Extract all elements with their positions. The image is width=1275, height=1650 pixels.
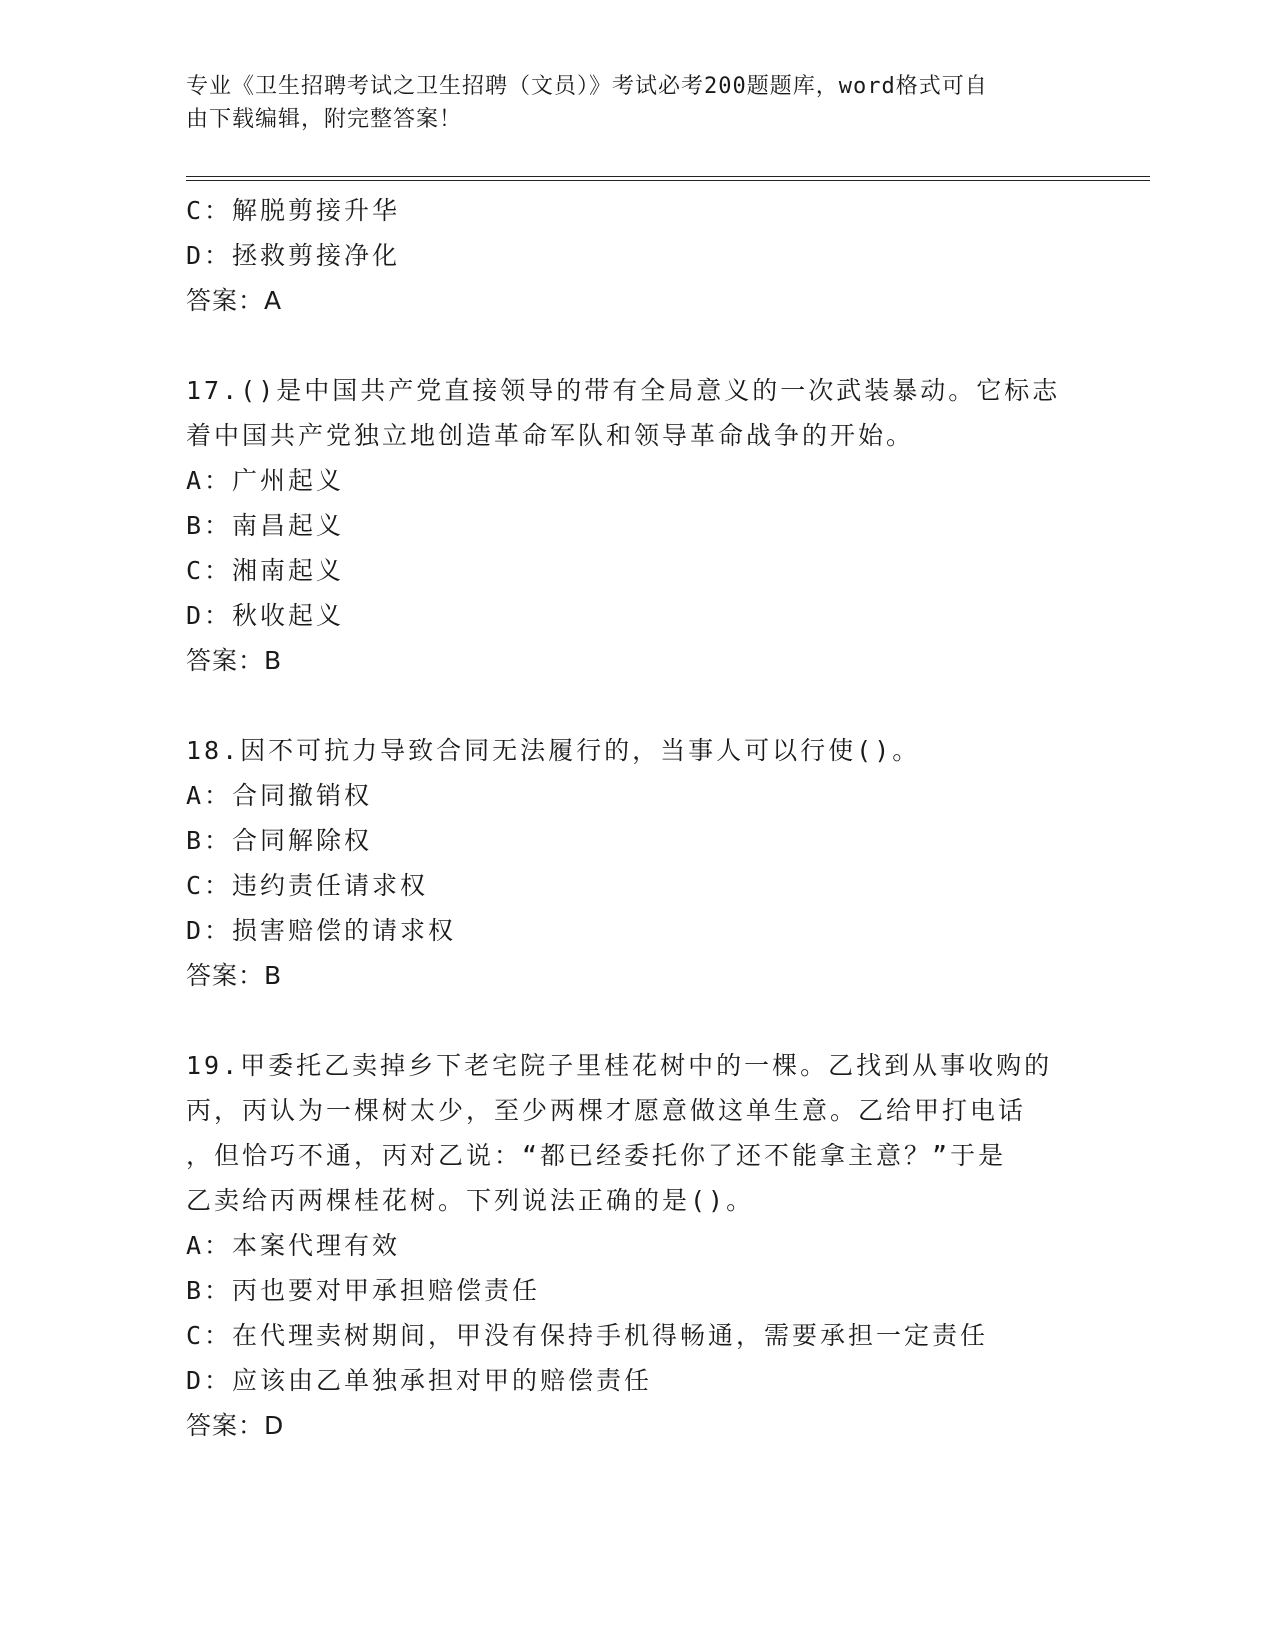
answer-line: 答案：B [186,646,283,675]
question-stem-line: 丙，丙认为一棵树太少，至少两棵才愿意做这单生意。乙给甲打电话 [186,1096,1027,1125]
option-a: A：本案代理有效 [186,1231,401,1260]
question-stem-line: 乙卖给丙两棵桂花树。下列说法正确的是()。 [186,1186,755,1215]
answer-line: 答案：B [186,961,283,990]
question-17 [186,368,1086,683]
option-c: C：在代理卖树期间，甲没有保持手机得畅通，需要承担一定责任 [186,1321,989,1350]
option-b: B：合同解除权 [186,826,373,855]
option-c: C：湘南起义 [186,556,345,585]
question-stem-line: 17.()是中国共产党直接领导的带有全局意义的一次武装暴动。它标志 [186,376,1061,405]
answer-line: 答案：A [186,286,283,315]
option-b: B：丙也要对甲承担赔偿责任 [186,1276,541,1305]
header-divider [186,176,1150,181]
spacer [186,683,1086,728]
option-a: A：合同撤销权 [186,781,373,810]
option-d: D：损害赔偿的请求权 [186,916,457,945]
question-stem-line: 着中国共产党独立地创造革命军队和领导革命战争的开始。 [186,421,915,450]
option-d: D：秋收起义 [186,601,345,630]
spacer [186,323,1086,368]
question-19 [186,1043,1086,1448]
page-header [186,70,1066,136]
option-d: D：应该由乙单独承担对甲的赔偿责任 [186,1366,653,1395]
option-a: A：广州起义 [186,466,345,495]
spacer [186,998,1086,1043]
answer-line: 答案：D [186,1411,285,1440]
option-c: C：解脱剪接升华 [186,196,401,225]
option-d: D：拯救剪接净化 [186,241,401,270]
question-16-continued [186,188,1086,323]
question-stem-line: 19.甲委托乙卖掉乡下老宅院子里桂花树中的一棵。乙找到从事收购的 [186,1051,1053,1080]
question-18 [186,728,1086,998]
question-stem-line: 18.因不可抗力导致合同无法履行的，当事人可以行使()。 [186,736,921,765]
option-c: C：违约责任请求权 [186,871,429,900]
question-stem-line: ，但恰巧不通，丙对乙说：“都已经委托你了还不能拿主意？”于是 [186,1141,1007,1170]
header-line-1: 专业《卫生招聘考试之卫生招聘（文员）》考试必考200题题库，word格式可自 [186,74,988,99]
option-b: B：南昌起义 [186,511,345,540]
header-line-2: 由下载编辑，附完整答案！ [186,107,463,132]
question-list [186,188,1086,1448]
